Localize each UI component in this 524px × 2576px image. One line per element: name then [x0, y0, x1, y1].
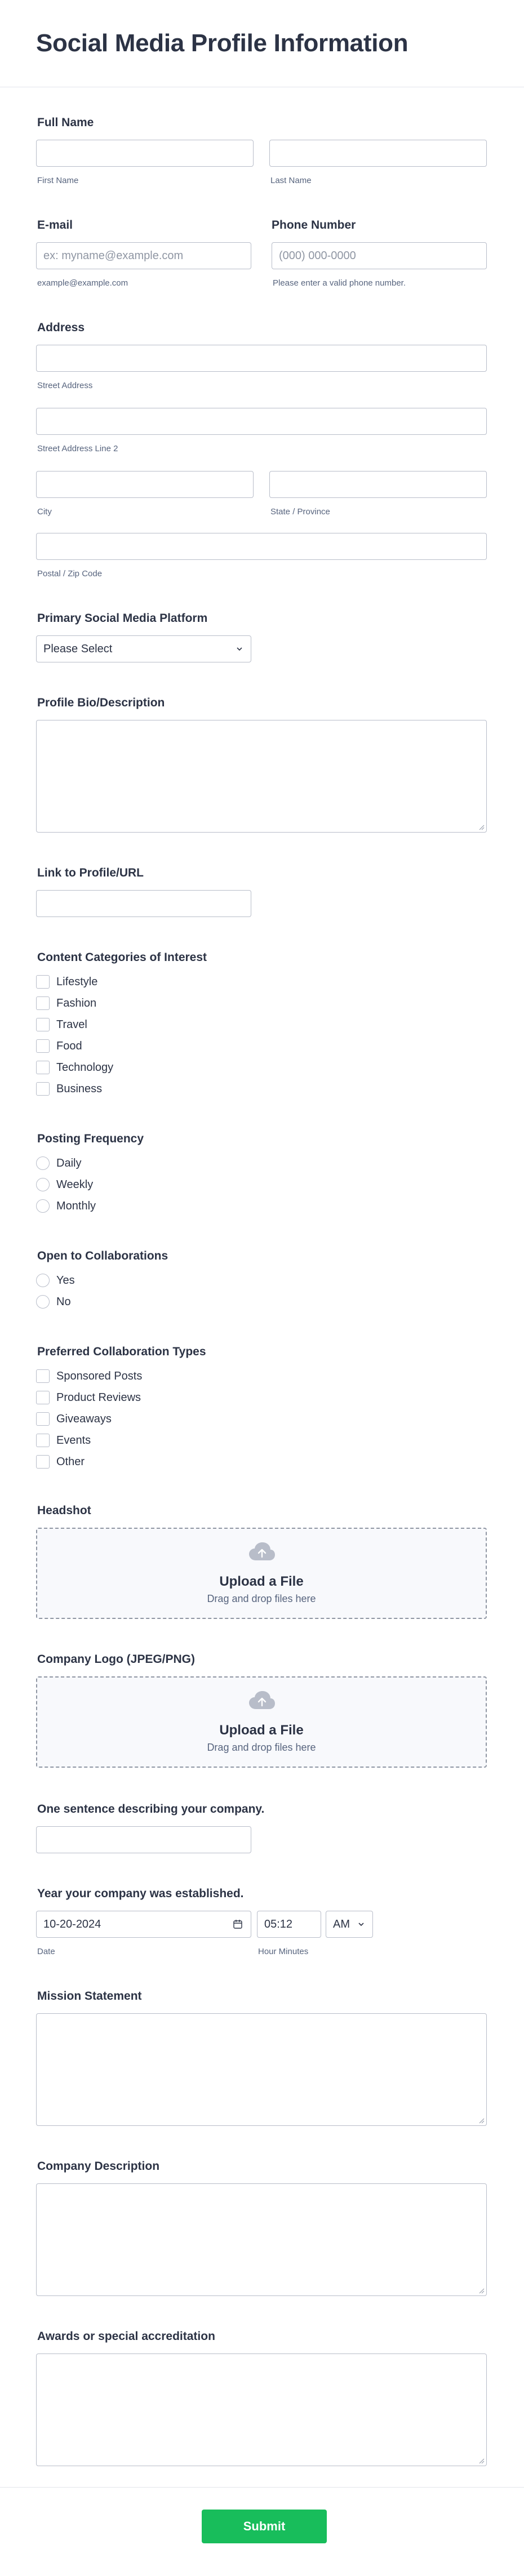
- cloud-upload-icon: [248, 1541, 276, 1561]
- upload-subtitle: Drag and drop files here: [207, 1742, 316, 1753]
- radio[interactable]: [36, 1199, 50, 1213]
- email-sublabel: example@example.com: [37, 278, 128, 288]
- checkbox[interactable]: [36, 1369, 50, 1383]
- awards-label: Awards or special accreditation: [37, 2330, 215, 2343]
- phone-input[interactable]: (000) 000-0000: [272, 242, 487, 269]
- cloud-upload-icon: [248, 1690, 276, 1710]
- collab-types-label: Preferred Collaboration Types: [37, 1345, 206, 1358]
- frequency-option-monthly[interactable]: [36, 1198, 96, 1214]
- state-input[interactable]: [269, 471, 487, 498]
- checkbox[interactable]: [36, 1434, 50, 1447]
- option-label: Weekly: [56, 1178, 94, 1191]
- time-input[interactable]: 05:12: [257, 1911, 321, 1938]
- submit-button[interactable]: Submit: [202, 2510, 327, 2543]
- option-label: Travel: [56, 1018, 87, 1031]
- collab-type-sponsored-posts[interactable]: [36, 1368, 142, 1384]
- date-value: 10-20-2024: [43, 1918, 101, 1930]
- frequency-options: [36, 1155, 96, 1214]
- categories-options: [36, 974, 113, 1097]
- radio[interactable]: [36, 1156, 50, 1170]
- logo-label: Company Logo (JPEG/PNG): [37, 1653, 196, 1666]
- platform-select-value: Please Select: [43, 643, 113, 655]
- postal-code-sublabel: Postal / Zip Code: [37, 569, 103, 579]
- option-label: Technology: [56, 1061, 114, 1074]
- collab-open-label: Open to Collaborations: [37, 1249, 168, 1262]
- address-label: Address: [37, 321, 85, 334]
- upload-title: Upload a File: [219, 1723, 304, 1738]
- street-address-sublabel: Street Address: [37, 381, 93, 390]
- checkbox[interactable]: [36, 1061, 50, 1074]
- phone-label: Phone Number: [272, 219, 356, 232]
- checkbox[interactable]: [36, 1039, 50, 1053]
- radio[interactable]: [36, 1295, 50, 1309]
- option-label: Fashion: [56, 996, 97, 1009]
- checkbox[interactable]: [36, 1082, 50, 1096]
- checkbox[interactable]: [36, 1391, 50, 1404]
- chevron-down-icon: [358, 1921, 365, 1928]
- resize-grip-icon[interactable]: [479, 2458, 485, 2464]
- radio[interactable]: [36, 1178, 50, 1191]
- date-input[interactable]: [36, 1911, 251, 1938]
- state-sublabel: State / Province: [270, 507, 330, 517]
- sentence-input[interactable]: [36, 1826, 251, 1853]
- frequency-label: Posting Frequency: [37, 1132, 144, 1145]
- collab-type-product-reviews[interactable]: [36, 1390, 142, 1405]
- first-name-sublabel: First Name: [37, 176, 79, 185]
- option-label: Yes: [56, 1274, 75, 1287]
- collab-option-yes[interactable]: [36, 1273, 75, 1288]
- frequency-option-daily[interactable]: [36, 1155, 96, 1171]
- collab-type-events[interactable]: [36, 1432, 142, 1448]
- upload-title: Upload a File: [219, 1574, 304, 1589]
- resize-grip-icon[interactable]: [479, 2288, 485, 2294]
- collab-types-options: [36, 1368, 142, 1470]
- category-option-food[interactable]: [36, 1038, 113, 1054]
- option-label: Product Reviews: [56, 1391, 141, 1404]
- category-option-lifestyle[interactable]: [36, 974, 113, 990]
- chevron-down-icon: [236, 646, 243, 652]
- platform-label: Primary Social Media Platform: [37, 612, 208, 625]
- collab-open-options: [36, 1273, 75, 1310]
- collab-option-no[interactable]: [36, 1294, 75, 1310]
- footer-divider: [0, 2487, 524, 2488]
- email-label: E-mail: [37, 219, 73, 232]
- headshot-upload-zone[interactable]: [36, 1528, 487, 1619]
- profile-url-label: Link to Profile/URL: [37, 866, 144, 879]
- category-option-business[interactable]: [36, 1081, 113, 1097]
- bio-label: Profile Bio/Description: [37, 696, 165, 709]
- category-option-fashion[interactable]: [36, 995, 113, 1011]
- last-name-input[interactable]: [269, 140, 487, 167]
- email-input[interactable]: ex: myname@example.com: [36, 242, 251, 269]
- option-label: Daily: [56, 1156, 82, 1169]
- option-label: Sponsored Posts: [56, 1369, 143, 1382]
- resize-grip-icon[interactable]: [479, 825, 485, 830]
- category-option-travel[interactable]: [36, 1017, 113, 1033]
- postal-code-input[interactable]: [36, 533, 487, 560]
- street-address-line2-sublabel: Street Address Line 2: [37, 444, 118, 453]
- ampm-value: AM: [333, 1918, 350, 1930]
- logo-upload-zone[interactable]: [36, 1676, 487, 1768]
- headshot-label: Headshot: [37, 1504, 91, 1517]
- calendar-icon[interactable]: [233, 1919, 243, 1929]
- full-name-label: Full Name: [37, 116, 94, 129]
- company-desc-label: Company Description: [37, 2160, 160, 2173]
- company-desc-textarea[interactable]: [36, 2183, 487, 2296]
- bio-textarea[interactable]: [36, 720, 487, 833]
- street-address-line2-input[interactable]: [36, 408, 487, 435]
- resize-grip-icon[interactable]: [479, 2118, 485, 2124]
- checkbox[interactable]: [36, 996, 50, 1010]
- collab-type-giveaways[interactable]: [36, 1411, 142, 1427]
- option-label: Monthly: [56, 1199, 96, 1212]
- option-label: Giveaways: [56, 1412, 112, 1425]
- last-name-sublabel: Last Name: [270, 176, 312, 185]
- street-address-input[interactable]: [36, 345, 487, 372]
- established-label: Year your company was established.: [37, 1887, 244, 1900]
- platform-select[interactable]: [36, 635, 251, 662]
- mission-label: Mission Statement: [37, 1990, 142, 2003]
- option-label: No: [56, 1295, 71, 1308]
- first-name-input[interactable]: [36, 140, 254, 167]
- category-option-technology[interactable]: [36, 1060, 113, 1075]
- profile-url-input[interactable]: [36, 890, 251, 917]
- upload-subtitle: Drag and drop files here: [207, 1593, 316, 1604]
- mission-textarea[interactable]: [36, 2013, 487, 2126]
- option-label: Other: [56, 1455, 85, 1468]
- categories-label: Content Categories of Interest: [37, 951, 207, 964]
- option-label: Business: [56, 1082, 103, 1095]
- time-sublabel: Hour Minutes: [258, 1947, 309, 1956]
- option-label: Events: [56, 1434, 91, 1447]
- checkbox[interactable]: [36, 975, 50, 989]
- city-input[interactable]: [36, 471, 254, 498]
- checkbox[interactable]: [36, 1455, 50, 1469]
- frequency-option-weekly[interactable]: [36, 1177, 96, 1193]
- option-label: Food: [56, 1039, 82, 1052]
- sentence-label: One sentence describing your company.: [37, 1803, 265, 1816]
- form-title: Social Media Profile Information: [36, 29, 408, 57]
- date-sublabel: Date: [37, 1947, 55, 1956]
- awards-textarea[interactable]: [36, 2353, 487, 2466]
- checkbox[interactable]: [36, 1412, 50, 1426]
- checkbox[interactable]: [36, 1018, 50, 1031]
- ampm-select[interactable]: [326, 1911, 373, 1938]
- option-label: Lifestyle: [56, 975, 98, 988]
- collab-type-other[interactable]: [36, 1454, 142, 1470]
- radio[interactable]: [36, 1274, 50, 1287]
- city-sublabel: City: [37, 507, 52, 517]
- phone-sublabel: Please enter a valid phone number.: [273, 278, 406, 288]
